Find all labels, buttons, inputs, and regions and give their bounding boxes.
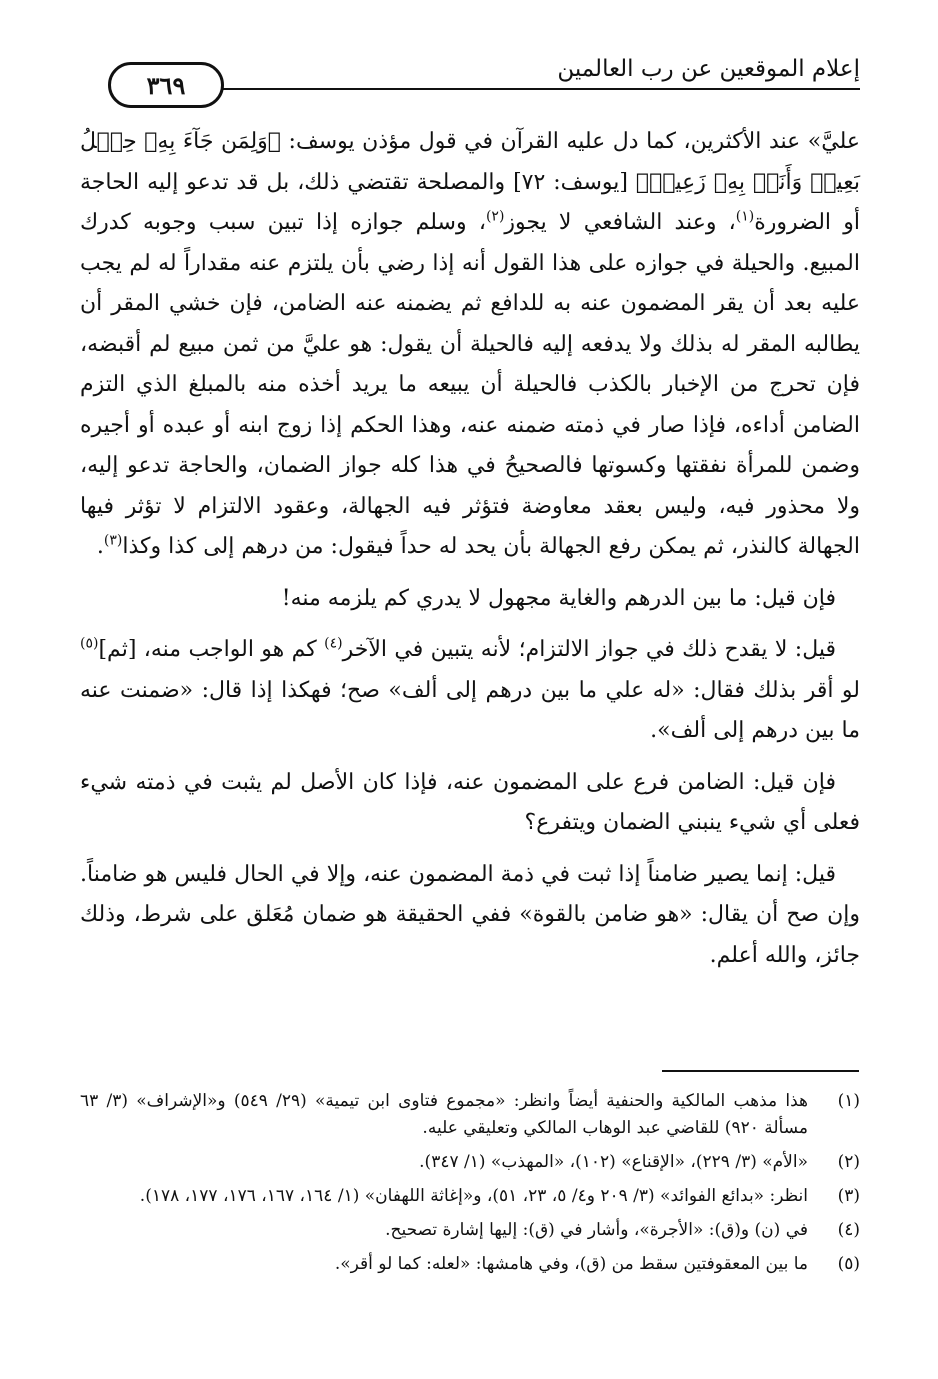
footnote-text: في (ن) و(ق): «الأجرة»، وأشار في (ق): إليها إشارة تصحيح. [385, 1220, 808, 1240]
page-number: ٣٦٩ [108, 62, 224, 108]
paragraph-1-part-3: ، وسلم جوازه إذا تبين سبب وجوبه كدرك المبيع. والحيلة في جوازه على هذا القول أنه إذا رضي بأن يلتزم عنه مقداراً له لم يجب عليه بعد أن يقر المضمون عنه به للدافع ثم يضمنه عنه الضامن، فإن خشي المقر أن يطالبه المقر له بذلك ولا يدفعه إليه فالحيلة أن يقول: هو عليَّ من ثمن مبيع لم أقبضه، فإن تحرج من الإخبار بالكذب فالحيلة أن يبيعه ما يريد أخذه منه بالمبلغ الذي التزم الضامن أداءه، فإذا صار في ذمته ضمنه عنه، وهذا الحكم إذا زوج ابنه أو عبده أو أجيره وضمن للمرأة نفقتها وكسوتها فالصحيحُ في هذا كله جواز الضمان، والحاجة تدعو إليه، ولا محذور فيه، وليس بعقد معاوضة فتؤثر فيه الجهالة، وعقود الالتزام لا تؤثر فيها الجهالة كالنذر، ثم يمكن رفع الجهالة بأن يحد له حداً فيقول: من درهم إلى كذا وكذا [80, 210, 860, 559]
footnote-text: هذا مذهب المالكية والحنفية أيضاً وانظر: «مجموع فتاوى ابن تيمية» (٢٩/ ٥٤٩) و«الإشراف» (٣/ ٦٣ مسألة ٩٢٠) للقاضي عبد الوهاب المالكي وتعليقي عليه. [80, 1091, 808, 1138]
footnote-5 [80, 1251, 860, 1278]
paragraph-1-part-4: . [96, 534, 104, 559]
paragraph-1-part-1: عليَّ» عند الأكثرين، كما دل عليه القرآن في قول مؤذن يوسف: ﴿وَلِمَن جَآءَ بِهِۦ حِمۡلُ بَعِيرٖ وَأَنَا۠ بِهِۦ زَعِيمٞ﴾ [يوسف: ٧٢] والمصلحة تقتضي ذلك، بل قد تدعو إليه الحاجة أو الضرورة [80, 129, 860, 235]
footnotes [80, 1088, 860, 1285]
footnote-number: (١) [837, 1091, 860, 1111]
book-title: إعلام الموقعين عن رب العالمين [557, 56, 860, 82]
header-rule [200, 88, 860, 90]
footnote-1 [80, 1088, 860, 1142]
footnote-ref-5: (٥) [80, 635, 99, 652]
paragraph-3-part-1: قيل: لا يقدح ذلك في جواز الالتزام؛ لأنه يتبين في الآخر [342, 637, 837, 662]
paragraph-2: فإن قيل: ما بين الدرهم والغاية مجهول لا يدري كم يلزمه منه! [281, 585, 836, 611]
footnote-number: (٤) [837, 1220, 860, 1240]
footnote-ref-3: (٣) [103, 532, 123, 549]
paragraph-1-part-2: ، وعند الشافعي لا يجوز [504, 210, 736, 235]
footnote-number: (٣) [837, 1186, 860, 1206]
footnote-ref-2: (٢) [485, 208, 505, 225]
paragraph-3 [80, 630, 860, 752]
paragraph-1 [80, 122, 860, 568]
footnote-ref-1: (١) [735, 208, 755, 225]
paragraph-3-part-2: كم هو الواجب منه، [ثم] [98, 637, 325, 662]
footnote-number: (٥) [837, 1254, 860, 1274]
footnote-ref-4: (٤) [324, 635, 343, 652]
footnote-text: انظر: «بدائع الفوائد» (٣/ ٢٠٩ و٤/ ٥، ٢٣، ٥١)، و«إغاثة اللهفان» (١/ ١٦٤، ١٦٧، ١٧٦، ١٧٧، ١٧٨). [139, 1186, 808, 1206]
page-header [80, 50, 860, 106]
paragraph-3-part-3: لو أقر بذلك فقال: «له علي ما بين درهم إلى ألف» صح؛ فهكذا إذا قال: «ضمنت عنه ما بين درهم إلى ألف». [80, 677, 860, 743]
footnote-4 [80, 1217, 860, 1244]
footnote-separator [662, 1070, 859, 1072]
paragraph-4: فإن قيل: الضامن فرع على المضمون عنه، فإذا كان الأصل لم يثبت في ذمته شيء فعلى أي شيء ينبني الضمان ويتفرع؟ [80, 769, 860, 835]
paragraph-5: قيل: إنما يصير ضامناً إذا ثبت في ذمة المضمون عنه، وإلا في الحال فليس هو ضامناً. وإن صح أن يقال: «هو ضامن بالقوة» ففي الحقيقة هو ضمان مُعَلق على شرط، وذلك جائز، والله أعلم. [80, 861, 860, 968]
main-text [80, 122, 860, 987]
footnote-number: (٢) [837, 1152, 860, 1172]
footnote-3 [80, 1183, 860, 1210]
footnote-text: ما بين المعقوفتين سقط من (ق)، وفي هامشها: «لعله: كما لو أقر». [334, 1254, 808, 1274]
footnote-2 [80, 1149, 860, 1176]
footnote-text: «الأم» (٣/ ٢٢٩)، «الإقناع» (١٠٢)، «المهذب» (١/ ٣٤٧). [419, 1152, 808, 1172]
